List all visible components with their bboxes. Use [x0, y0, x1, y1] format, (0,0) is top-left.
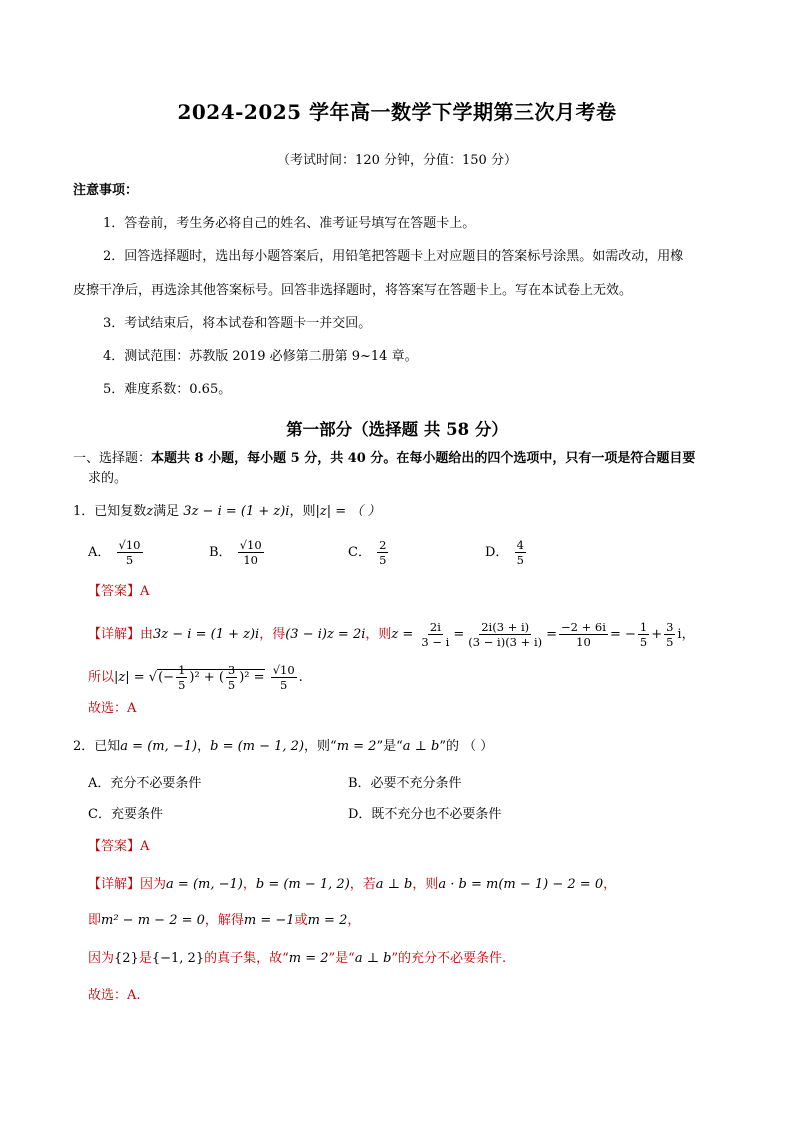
detail-text: 所以 [88, 670, 115, 685]
detail-text: ，则 [412, 877, 439, 892]
detail-eq: |z| = [114, 670, 145, 685]
notice-item-2: 2．回答选择题时，选出每小题答案后，用铅笔把答题卡上对应题目的答案标号涂黑。如需改动，用橡 [103, 249, 684, 264]
detail-text: ， [242, 877, 256, 892]
notice-item-1: 1．答卷前，考生务必将自己的姓名、准考证号填写在答题卡上。 [103, 216, 476, 231]
detail-text: 因为 [140, 877, 167, 892]
q1-option-d[interactable] [485, 538, 528, 567]
detail-label: 【详解】 [88, 627, 141, 642]
q2-stem-text: ”的 （ ） [439, 739, 494, 754]
detail-text: ”是“ [328, 951, 355, 966]
option-fraction [238, 538, 264, 567]
q1-option-a[interactable] [88, 538, 145, 567]
q2-detail-line-2 [88, 912, 360, 930]
q2-stem [73, 738, 493, 756]
detail-fraction [664, 620, 675, 649]
frac-num: 3 [666, 620, 674, 634]
q1-stem-text-2: 满足 [153, 504, 180, 519]
q2-vector-a: a = (m, −1) [120, 739, 198, 754]
detail-eq: b = (m − 1, 2) [255, 877, 350, 892]
sqrt-expression: √(− $\frac{1}{5}$ )² + ( $\frac{3}{5}$ )² = [148, 663, 265, 692]
q1-stem-text-3: ，则 [289, 504, 316, 519]
frac-den: 5 [516, 553, 524, 567]
q2-choose: 故选：A. [88, 988, 141, 1003]
detail-text: ， [347, 913, 361, 928]
detail-text: ， [603, 877, 617, 892]
detail-eq: a ⊥ b [354, 951, 392, 966]
frac-den: 5 [666, 635, 674, 649]
frac-num: 1 [639, 620, 648, 634]
q1-stem-text: 1．已知复数 [73, 504, 147, 519]
q2-perp: a ⊥ b [402, 739, 440, 754]
detail-text: 由 [140, 627, 154, 642]
detail-text: 即 [88, 913, 102, 928]
exam-time-score: （考试时间：120 分钟，分值：150 分） [277, 153, 517, 168]
frac-num: √10 [272, 663, 295, 677]
detail-set: {2} [114, 951, 139, 966]
q2-option-b[interactable]: B．必要不充分条件 [348, 776, 462, 791]
frac-num: √10 [239, 538, 262, 552]
section-title: 第一部分（选择题 共 58 分） [286, 420, 508, 439]
radicand-part: )² = [239, 670, 265, 685]
detail-fraction [466, 620, 544, 649]
radicand-part: )² + ( [189, 670, 224, 685]
detail-fraction [559, 620, 608, 649]
detail-text: ，得 [259, 627, 286, 642]
q2-option-a[interactable]: A．充分不必要条件 [88, 776, 202, 791]
q1-detail-line-2 [88, 663, 303, 692]
q2-stem-text: ， [197, 739, 211, 754]
frac-den: 10 [243, 553, 258, 567]
frac-den: 5 [178, 678, 186, 692]
detail-label: 【详解】 [88, 877, 141, 892]
notice-heading: 注意事项： [73, 183, 139, 198]
radicand-part: (− [158, 670, 175, 685]
detail-text: ”的充分不必要条件. [391, 951, 507, 966]
notice-item-3: 3．考试结束后，将本试卷和答题卡一并交回。 [103, 316, 372, 331]
radicand-fraction [226, 663, 237, 692]
detail-text: ，解得 [204, 913, 244, 928]
detail-eq: z = [391, 627, 414, 642]
section-instructions [73, 450, 695, 468]
detail-fraction [419, 620, 451, 649]
q1-equation: 3z − i = (1 + z)i [183, 504, 290, 519]
detail-text: ，则 [365, 627, 392, 642]
sqrt-radicand [157, 663, 265, 692]
q1-stem [73, 503, 380, 521]
radicand-fraction [176, 663, 187, 692]
frac-num: 2i [429, 620, 441, 634]
frac-num: 3 [227, 663, 236, 677]
detail-fraction [638, 620, 649, 649]
option-label: D． [485, 545, 509, 560]
detail-eq: m = −1 [243, 913, 295, 928]
q1-modulus: |z| = （ ） [315, 504, 381, 519]
frac-den: 5 [280, 678, 288, 692]
frac-num: 2 [379, 538, 387, 552]
q2-stem-text: ，则“ [304, 739, 337, 754]
frac-num: √10 [118, 538, 141, 552]
frac-num: 1 [178, 663, 186, 677]
q2-option-c[interactable]: C．充要条件 [88, 807, 163, 822]
q2-condition: m = 2 [336, 739, 377, 754]
detail-eq: a ⊥ b [375, 877, 413, 892]
detail-tail: i， [677, 627, 695, 642]
frac-num: 4 [516, 538, 524, 552]
q2-detail-line-3 [88, 950, 506, 968]
q1-choose: 故选：A [88, 701, 137, 716]
detail-eq: 3z − i = (1 + z)i [153, 627, 260, 642]
frac-num: −2 + 6i [561, 620, 606, 634]
q2-vector-b: b = (m − 1, 2) [210, 739, 305, 754]
option-fraction [377, 538, 388, 567]
frac-den: 3 − i [421, 635, 450, 649]
option-label: A． [88, 545, 111, 560]
frac-den: 5 [379, 553, 387, 567]
detail-eq: (3 − i)z = 2i [285, 627, 366, 642]
frac-den: 5 [639, 635, 648, 649]
option-fraction [117, 538, 143, 567]
notice-item-2-cont: 皮擦干净后，再选涂其他答案标号。回答非选择题时，将答案写在答题卡上。写在本试卷上无效。 [73, 283, 633, 298]
q1-answer: 【答案】A [88, 584, 150, 599]
q2-detail-line-1 [88, 876, 616, 894]
detail-text: 或 [294, 913, 308, 928]
page-title: 2024-2025 学年高一数学下学期第三次月考卷 [177, 100, 617, 124]
detail-eq: a = (m, −1) [166, 877, 243, 892]
detail-text: ，若 [349, 877, 376, 892]
detail-eq: m² − m − 2 = 0 [101, 913, 205, 928]
q1-option-c[interactable] [348, 538, 390, 567]
instr-label: 一、选择题： [73, 451, 152, 466]
instr-text: 本题共 8 小题，每小题 5 分，共 40 分。在每小题给出的四个选项中，只有一项是符合题目要 [151, 451, 696, 466]
detail-text: 的真子集，故“ [204, 951, 289, 966]
detail-text: 是 [138, 951, 152, 966]
notice-item-5: 5．难度系数：0.65。 [103, 382, 232, 397]
option-fraction [515, 538, 526, 567]
q1-option-b[interactable] [209, 538, 266, 567]
q1-detail-line-1: 【详解】由3z − i = (1 + z)i，得(3 − i)z = 2i，则z = $\frac{2i}{3 - i}$ = $\frac{2i(3 + i)}{(3 - i)(3 + i)}$ = $\frac{-2 + 6i}{10}$ = − $\frac{1}{5}$ + $\frac{3}{5}$ i， [88, 620, 695, 649]
frac-den: 5 [125, 553, 134, 567]
instr-line-2: 求的。 [88, 471, 128, 486]
detail-tail: . [298, 670, 303, 685]
frac-den: 5 [227, 678, 236, 692]
result-fraction [271, 663, 297, 692]
option-label: B． [209, 545, 232, 560]
q2-stem-text: 2．已知 [73, 739, 121, 754]
frac-den: (3 − i)(3 + i) [468, 635, 543, 649]
q2-stem-text: ”是“ [376, 739, 403, 754]
option-label: C． [348, 545, 371, 560]
notice-item-4: 4．测试范围：苏教版 2019 必修第二册第 9~14 章。 [103, 349, 418, 364]
q2-answer: 【答案】A [88, 839, 150, 854]
frac-num: 2i(3 + i) [481, 620, 530, 634]
q2-option-d[interactable]: D．既不充分也不必要条件 [348, 807, 502, 822]
detail-set: {−1, 2} [151, 951, 205, 966]
q1-var-z: z [146, 504, 154, 519]
detail-eq: m = 2 [288, 951, 329, 966]
detail-eq: a · b = m(m − 1) − 2 = 0 [438, 877, 604, 892]
frac-den: 10 [576, 635, 591, 649]
detail-eq: m = 2 [307, 913, 348, 928]
detail-text: 因为 [88, 951, 115, 966]
